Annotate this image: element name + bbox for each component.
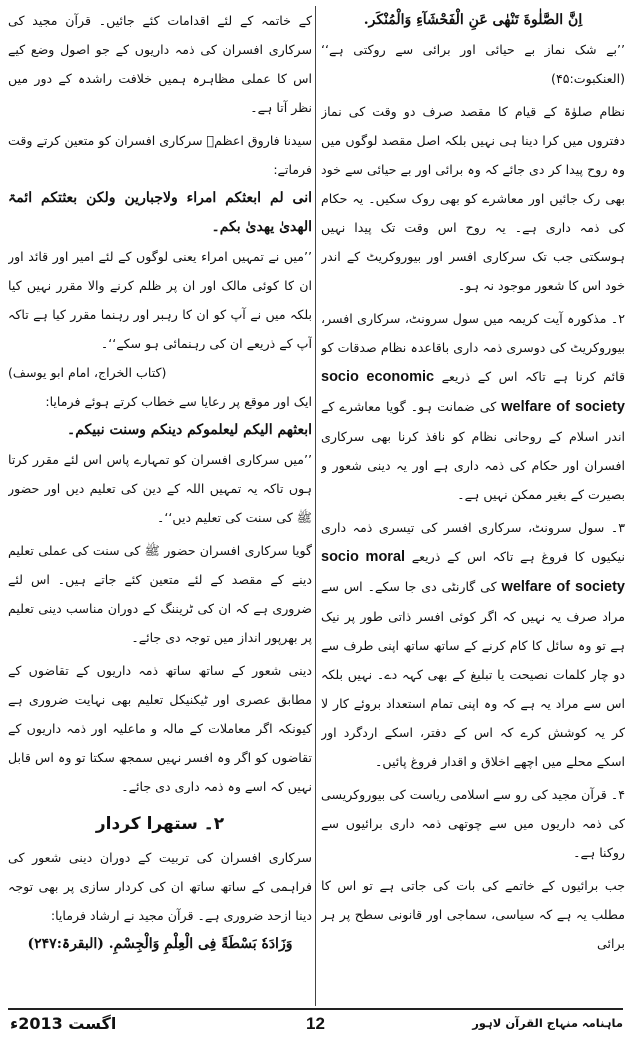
english-term: moral welfare of society	[365, 549, 625, 595]
paragraph-text: ۳۔ سول سرونٹ، سرکاری افسر کی تیسری ذمہ داری نیکیوں کا فروغ ہے تاکہ اس کے ذریعے	[321, 520, 625, 564]
paragraph: نظام صلوٰۃ کے قیام کا مقصد صرف دو وقت کی نماز دفتروں میں کرا دینا ہی نہیں بلکہ اصل مقصد لوگوں میں وہ روح پیدا کر دی جائے کہ وہ برائی اور بے حیائی سے خود بھی رک جائیں اور معاشرے کو بھی روک سکیں۔ یہ حکام کی ذمہ داری ہے۔ یہ روح اس وقت تک پیدا نہیں ہوسکتی جب تک سرکاری افسر اور بیوروکریٹ کے اندر خود اس کا شعور موجود نہ ہو۔	[321, 104, 625, 293]
english-term: socio	[321, 369, 359, 385]
left-column	[8, 6, 312, 1006]
paragraph: ایک اور موقع پر رعایا سے خطاب کرتے ہوئے فرمایا:	[45, 394, 312, 409]
paragraph: جب برائیوں کے خاتمے کی بات کی جاتی ہے تو اس کا مطلب یہ ہے کہ سیاسی، سماجی اور قانونی سطح پر ہر برائی	[321, 878, 625, 951]
paragraph-text: کی ضمانت ہو۔ گویا معاشرے کے اندر اسلام کے روحانی نظام کو نافذ کرنا بھی سرکاری افسران اور حکام کی ذمہ داری ہے اور یہ دینی شعور و بصیرت کے بغیر ممکن نہیں ہے۔	[321, 399, 625, 502]
paragraph: گویا سرکاری افسران حضور ﷺ کی سنت کی عملی تعلیم دینے کے مقصد کے لئے متعین کئے جاتے ہیں۔ اس لئے ضروری ہے کہ ان کی ٹریننگ کے دوران مناسب دینی تعلیم پر بھرپور انداز میں توجہ دی جائے۔	[8, 543, 312, 645]
right-column	[321, 6, 625, 1006]
paragraph-text: ۲۔ مذکورہ آیت کریمہ میں سول سرونٹ، سرکاری افسر، بیوروکریٹ کی دوسری ذمہ داری باقاعدہ نظام صدقات کو قائم کرنا ہے تاکہ اس کے ذریعے	[321, 311, 625, 384]
page-footer	[8, 1014, 623, 1040]
section-heading: ۲۔ ستھرا کردار	[95, 814, 225, 834]
arabic-quote: انی لم ابعثکم امراء ولاجبارین ولکن بعثتکم ائمۃ الھدیٰ یھدیٰ بکم۔	[8, 190, 312, 235]
paragraph-text: کی گارنٹی دی جا سکے۔ اس سے مراد صرف یہ نہیں کہ اگر کوئی افسر ذاتی طور پر نیک ہے تو وہ سائل کا کام کرنے کے ساتھ ساتھ اپنی طرف سے دو چار کلمات نصیحت یا تبلیغ کے بھی کہہ دے۔ نہیں بلکہ اس سے مراد یہ ہے کہ وہ اپنی تمام استعداد بروئے کار لا کر یہ کوشش کرے کہ اس کے دفتر، اسکے اردگرد اور اسکے محلے میں اچھے اخلاق و اقدار فروغ پائیں۔	[321, 579, 625, 769]
quran-verse: وَزَادَهٗ بَسْطَةً فِى الْعِلْمِ وَالْجِسْمِ. (البقرۃ:۲۴۷)	[27, 936, 293, 952]
paragraph: کے خاتمہ کے لئے اقدامات کئے جائیں۔ قرآن مجید کی سرکاری افسران کی ذمہ داریوں کے جو اصول وضع کیے اس کا عملی مظاہرہ ہمیں خلافت راشدہ کے دور میں نظر آتا ہے۔	[8, 13, 312, 115]
quote-translation: ’’میں سرکاری افسران کو تمہارے پاس اس لئے مقرر کرتا ہوں تاکہ یہ تمہیں اللہ کے دین کی تعلیم دیں اور حضور ﷺ کی سنت کی تعلیم دیں‘‘۔	[8, 452, 312, 525]
column-divider	[315, 6, 316, 1006]
issue-date: اگست 2013ء	[10, 1014, 117, 1033]
english-term: economic welfare of society	[366, 369, 625, 415]
paragraph-point-2	[321, 304, 625, 509]
footer-rule	[8, 1008, 623, 1010]
paragraph-point-3	[321, 513, 625, 776]
english-term: socio	[321, 549, 359, 565]
arabic-quote: ابعثھم الیکم لیعلموکم دینکم وسنت نبیکم۔	[67, 422, 312, 438]
paragraph: سرکاری افسران کی تربیت کے دوران دینی شعور کی فراہمی کے ساتھ ساتھ ان کی کردار سازی پر بھی توجہ دینا ازحد ضروری ہے۔ قرآن مجید نے ارشاد فرمایا:	[8, 850, 312, 923]
paragraph: دینی شعور کے ساتھ ساتھ ذمہ داریوں کے تقاضوں کے مطابق عصری اور ٹیکنیکل تعلیم بھی نہایت ضروری ہے کیونکہ اگر معاملات کے مالہ و ماعلیہ اور ذمہ داریوں کے تقاضوں کو اگر وہ افسر نہیں سمجھ سکتا تو وہ اس قابل نہیں کہ اسے وہ ذمہ داری دی جائے۔	[8, 663, 312, 794]
verse-translation: ’’بے شک نماز بے حیائی اور برائی سے روکتی ہے‘‘ (العنکبوت:۴۵)	[321, 42, 625, 86]
magazine-name: ماہنامہ منہاج القرآن لاہور	[472, 1016, 623, 1030]
reference: (کتاب الخراج، امام ابو یوسف)	[8, 365, 167, 380]
paragraph-point-4: ۴۔ قرآن مجید کی رو سے اسلامی ریاست کی بیوروکریسی کی ذمہ داریوں میں سے چوتھی ذمہ داری برائیوں سے روکنا ہے۔	[321, 787, 625, 860]
quote-translation: ’’میں نے تمہیں امراء یعنی لوگوں کے لئے امیر اور قائد اور ان کا کوئی مالک اور ان پر ظلم کرنے والا مقرر نہیں کیا بلکہ میں نے آپ کو ان کا رہبر اور رہنما مقرر کیا ہے تاکہ آپ کے ذریعے ان کی رہنمائی ہو سکے‘‘۔	[8, 249, 312, 351]
paragraph: سیدنا فاروق اعظمؓ سرکاری افسران کو متعین کرتے وقت فرماتے:	[8, 133, 312, 177]
quran-verse: اِنَّ الصَّلٰوةَ تَنْهٰى عَنِ الْفَحْشَآءِ وَالْمُنْكَر.	[363, 12, 583, 28]
page-number: 12	[306, 1014, 325, 1033]
